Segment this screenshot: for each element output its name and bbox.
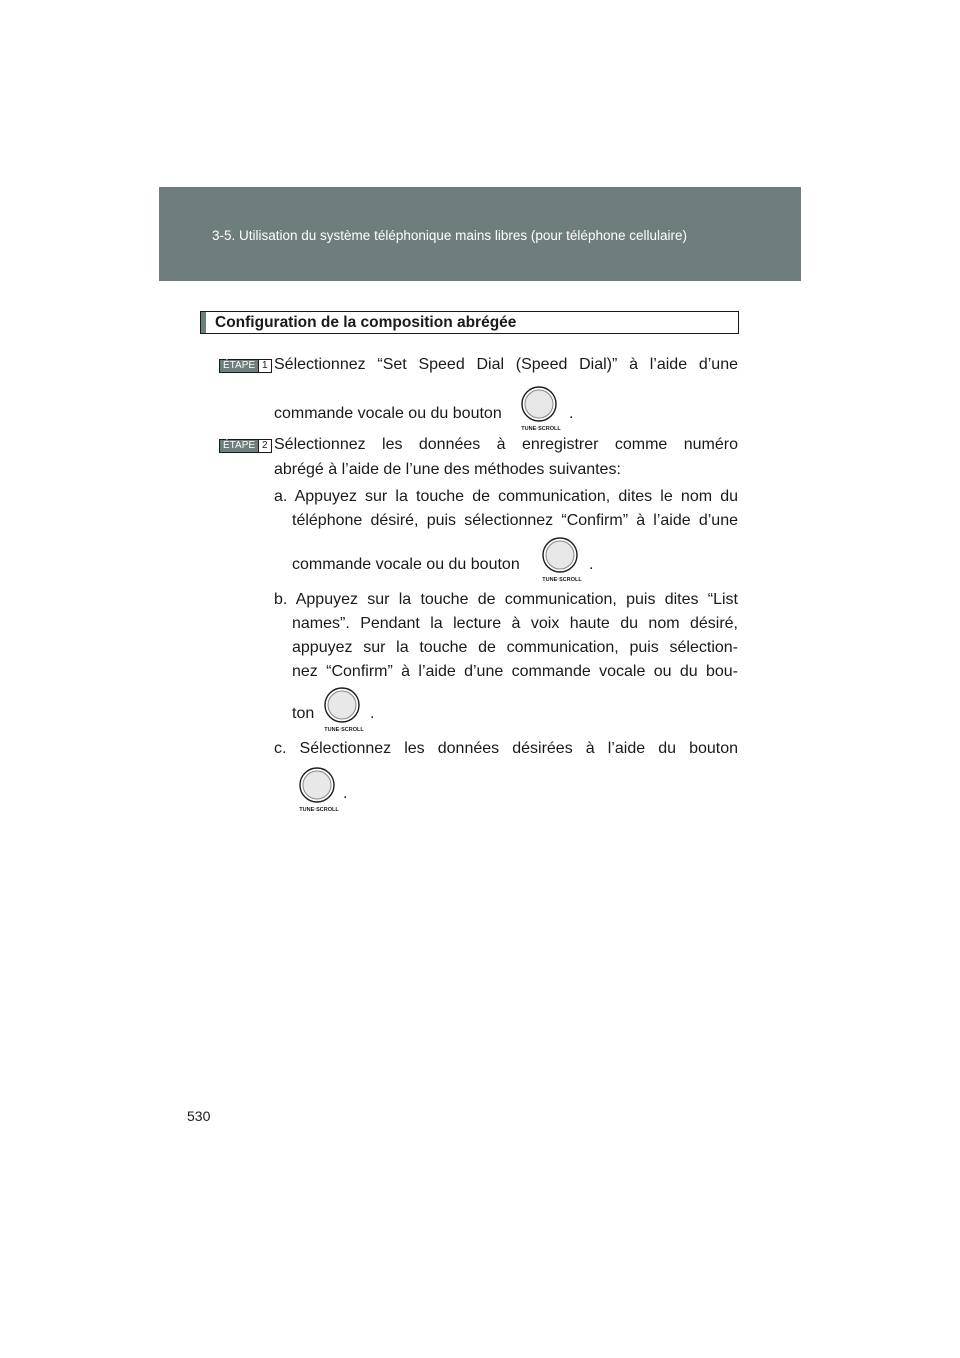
section-title-box — [200, 311, 739, 334]
item-c-line-1: c. Sélectionnez les données désirées à l’aide du bouton — [274, 740, 738, 757]
item-a-line-1: a. Appuyez sur la touche de communication, dites le nom du — [274, 488, 738, 505]
item-a-line-3: commande vocale ou du bouton — [292, 556, 520, 573]
step-2-badge — [219, 439, 272, 453]
item-b-line-4: nez “Confirm” à l’aide d’une commande vocale ou du bou- — [292, 663, 738, 680]
section-title: Configuration de la composition abrégée — [215, 314, 517, 331]
tune-scroll-knob-icon — [537, 535, 583, 581]
step-1-line-2: commande vocale ou du bouton — [274, 405, 502, 422]
item-b-line-2: names”. Pendant la lecture à voix haute du nom désiré, — [292, 615, 738, 632]
item-c-period: . — [343, 785, 348, 802]
tune-scroll-knob-icon — [516, 384, 562, 430]
knob-label: TUNE·SCROLL — [324, 727, 364, 733]
page-number: 530 — [187, 1108, 211, 1124]
knob-label: TUNE·SCROLL — [521, 426, 561, 432]
tune-scroll-knob-icon — [294, 765, 340, 811]
item-b-line-3: appuyez sur la touche de communication, puis sélection- — [292, 639, 738, 656]
knob-label: TUNE·SCROLL — [299, 807, 339, 813]
title-accent-bar — [201, 312, 206, 333]
step-1-line-1: Sélectionnez “Set Speed Dial (Speed Dial)” à l’aide d’une — [274, 356, 738, 373]
step-badge-number: 2 — [258, 440, 271, 452]
step-2-line-1: Sélectionnez les données à enregistrer comme numéro — [274, 436, 738, 453]
step-1-badge — [219, 359, 272, 373]
step-badge-label: ÉTAPE — [220, 440, 258, 452]
item-a-line-2: téléphone désiré, puis sélectionnez “Confirm” à l’aide d’une — [292, 512, 738, 529]
step-badge-label: ÉTAPE — [220, 360, 258, 372]
item-b-line-5: ton — [292, 705, 315, 722]
knob-label: TUNE·SCROLL — [542, 577, 582, 583]
item-a-period: . — [589, 556, 594, 573]
step-1-period: . — [569, 405, 574, 422]
step-badge-number: 1 — [258, 360, 271, 372]
tune-scroll-knob-icon — [319, 685, 365, 731]
item-b-line-1: b. Appuyez sur la touche de communication, puis dites “List — [274, 591, 738, 608]
item-b-period: . — [370, 705, 375, 722]
step-2-line-2: abrégé à l’aide de l’une des méthodes suivantes: — [274, 461, 621, 478]
section-header: 3-5. Utilisation du système téléphonique mains libres (pour téléphone cellulaire) — [212, 228, 688, 243]
